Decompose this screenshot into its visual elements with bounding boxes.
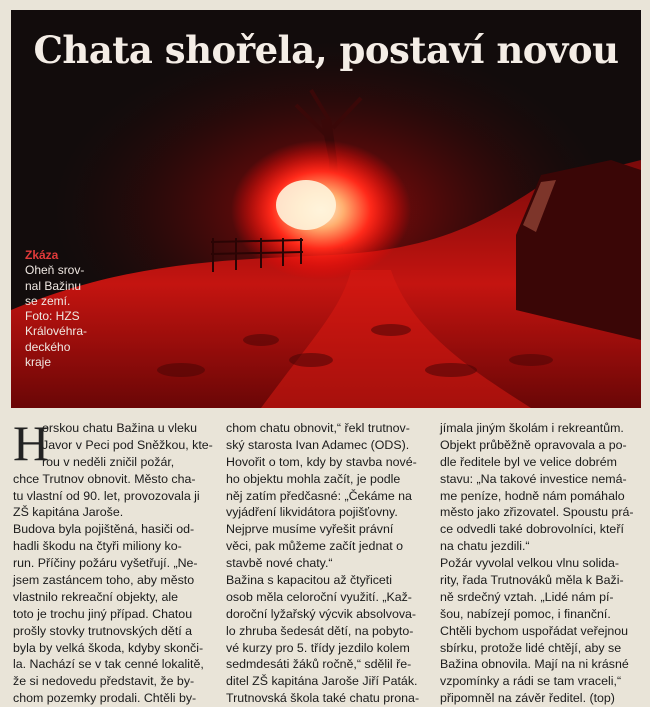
- caption-line: kraje: [25, 355, 52, 370]
- article-text-line: stavbě nové chaty.“: [226, 556, 333, 571]
- article-text-line: Hovořit o tom, kdy by stavba nové-: [226, 454, 417, 469]
- article-body: [13, 415, 639, 706]
- article-text-line: Objekt průběžně opravovala a po-: [440, 437, 627, 452]
- article-text-line: ho objektu mohla začít, je podle: [226, 471, 401, 486]
- article-text-line: sedmdesáti žáků ročně,“ sdělil ře-: [226, 657, 412, 672]
- article-text-line: Bažina s kapacitou až čtyřiceti: [226, 573, 392, 588]
- fire-photo: [11, 10, 641, 408]
- article-text-line: něj zatím předčasné: „Čekáme na: [226, 488, 412, 503]
- article-text-line: Budova byla pojištěná, hasiči od-: [13, 522, 195, 537]
- article-text-line: na chatu jezdili.“: [440, 539, 530, 554]
- article-text-line: ditel ZŠ kapitána Jaroše Jiří Paták.: [226, 674, 418, 689]
- article-text-line: chom chatu obnovit,“ řekl trutnov-: [226, 421, 410, 435]
- article-text-line: orskou chatu Bažina u vleku: [42, 421, 197, 435]
- article-text-line: la. Nachází se v tak cenné lokalitě,: [13, 657, 204, 672]
- article-text-line: lo zhruba šedesát dětí, na pobyto-: [226, 623, 414, 638]
- article-text-line: Požár vyvolal velkou vlnu solida-: [440, 556, 620, 571]
- article-text-line: vyjádření likvidátora pojišťovny.: [226, 505, 398, 520]
- headline: Chata shořela, postaví novou: [33, 28, 619, 72]
- article-text-line: že si nedovedu představit, že by-: [13, 674, 195, 689]
- article-text-line: ský starosta Ivan Adamec (ODS).: [226, 437, 410, 452]
- article-text-line: věci, pak můžeme začít jednat o: [226, 539, 403, 554]
- caption-line: deckého: [25, 339, 71, 354]
- photo-caption: [25, 248, 109, 370]
- article-text-line: Chtěli bychom uspořádat veřejnou: [440, 623, 629, 638]
- article-text-line: jsem zastáncem toho, aby město: [13, 573, 195, 588]
- article-text-line: sbírku, protože lidé chtějí, aby se: [440, 640, 622, 655]
- article-text-line: Nejprve musíme vyřešit právní: [226, 522, 394, 537]
- caption-line: Královéhra-: [25, 324, 88, 339]
- caption-kicker: Zkáza: [25, 248, 59, 262]
- article-text-line: vé kurzy pro 5. třídy jezdilo kolem: [226, 640, 410, 655]
- article-text-line: ZŠ kapitána Jaroše.: [13, 505, 124, 520]
- article-text-line: me peníze, hodně nám pomáhalo: [440, 488, 625, 503]
- article-text-line: doroční lyžařský výcvik absolvova-: [226, 606, 417, 621]
- article-text-line: rity, řada Trutnováků měla k Baži-: [440, 573, 624, 588]
- caption-line: se zemí.: [25, 293, 71, 308]
- article-text-line: tu vlastní od 90. let, provozovala ji: [13, 488, 200, 503]
- article-text-line: jímala jiným školám i rekreantům.: [440, 421, 624, 435]
- article-text-line: osob měla celoroční využití. „Kaž-: [226, 589, 412, 604]
- article-text-line: Bažina obnovila. Mají na ni krásné: [440, 657, 629, 672]
- article-text-line: dle ředitele byl ve velice dobrém: [440, 454, 618, 469]
- article-text-line: ně srdečný vztah. „Lidé nám pí-: [440, 589, 614, 604]
- article-text-line: město jako zřizovatel. Spoustu prá-: [440, 505, 634, 520]
- article-text-line: hadli škodu na čtyři miliony ko-: [13, 539, 182, 554]
- caption-line: Oheň srov-: [25, 263, 85, 278]
- article-text-line: toto je trochu jiný případ. Chatou: [13, 606, 193, 621]
- article-column-2: [226, 420, 426, 707]
- drop-cap: H: [13, 415, 50, 471]
- article-text-line: Trutnovská škola také chatu prona-: [226, 691, 420, 706]
- article-text-line: Javor v Peci pod Sněžkou, kte-: [42, 437, 213, 452]
- article-text-line: run. Příčiny požáru vyšetřují. „Ne-: [13, 556, 198, 571]
- article-text-line: chom pozemky prodali. Chtěli by-: [13, 691, 197, 706]
- article-text-line: chce Trutnov obnovit. Město cha-: [13, 471, 196, 486]
- article-text-line: připomněl na závěr ředitel. (top): [440, 691, 615, 706]
- article-text-line: stavu: „Na takové investice nemá-: [440, 471, 627, 486]
- article-text-line: šou, nabízejí pomoc, i finanční.: [440, 606, 611, 621]
- article-text-line: prošly stovky trutnovských dětí a: [13, 623, 193, 638]
- article-text-line: vlastnilo rekreační objekty, ale: [13, 589, 179, 604]
- caption-line: nal Bažinu: [25, 278, 82, 293]
- article-column-3: [440, 420, 640, 707]
- caption-line: Foto: HZS: [25, 309, 80, 324]
- article-text-line: rou v neděli zničil požár,: [42, 454, 175, 469]
- article-text-line: vzpomínky a rádi se tam vraceli,“: [440, 674, 622, 689]
- article-text-line: byla by velká škoda, kdyby skonči-: [13, 640, 204, 655]
- article-text-line: ce odvedli také dobrovolníci, kteří: [440, 522, 624, 537]
- article-column-1: [13, 415, 213, 707]
